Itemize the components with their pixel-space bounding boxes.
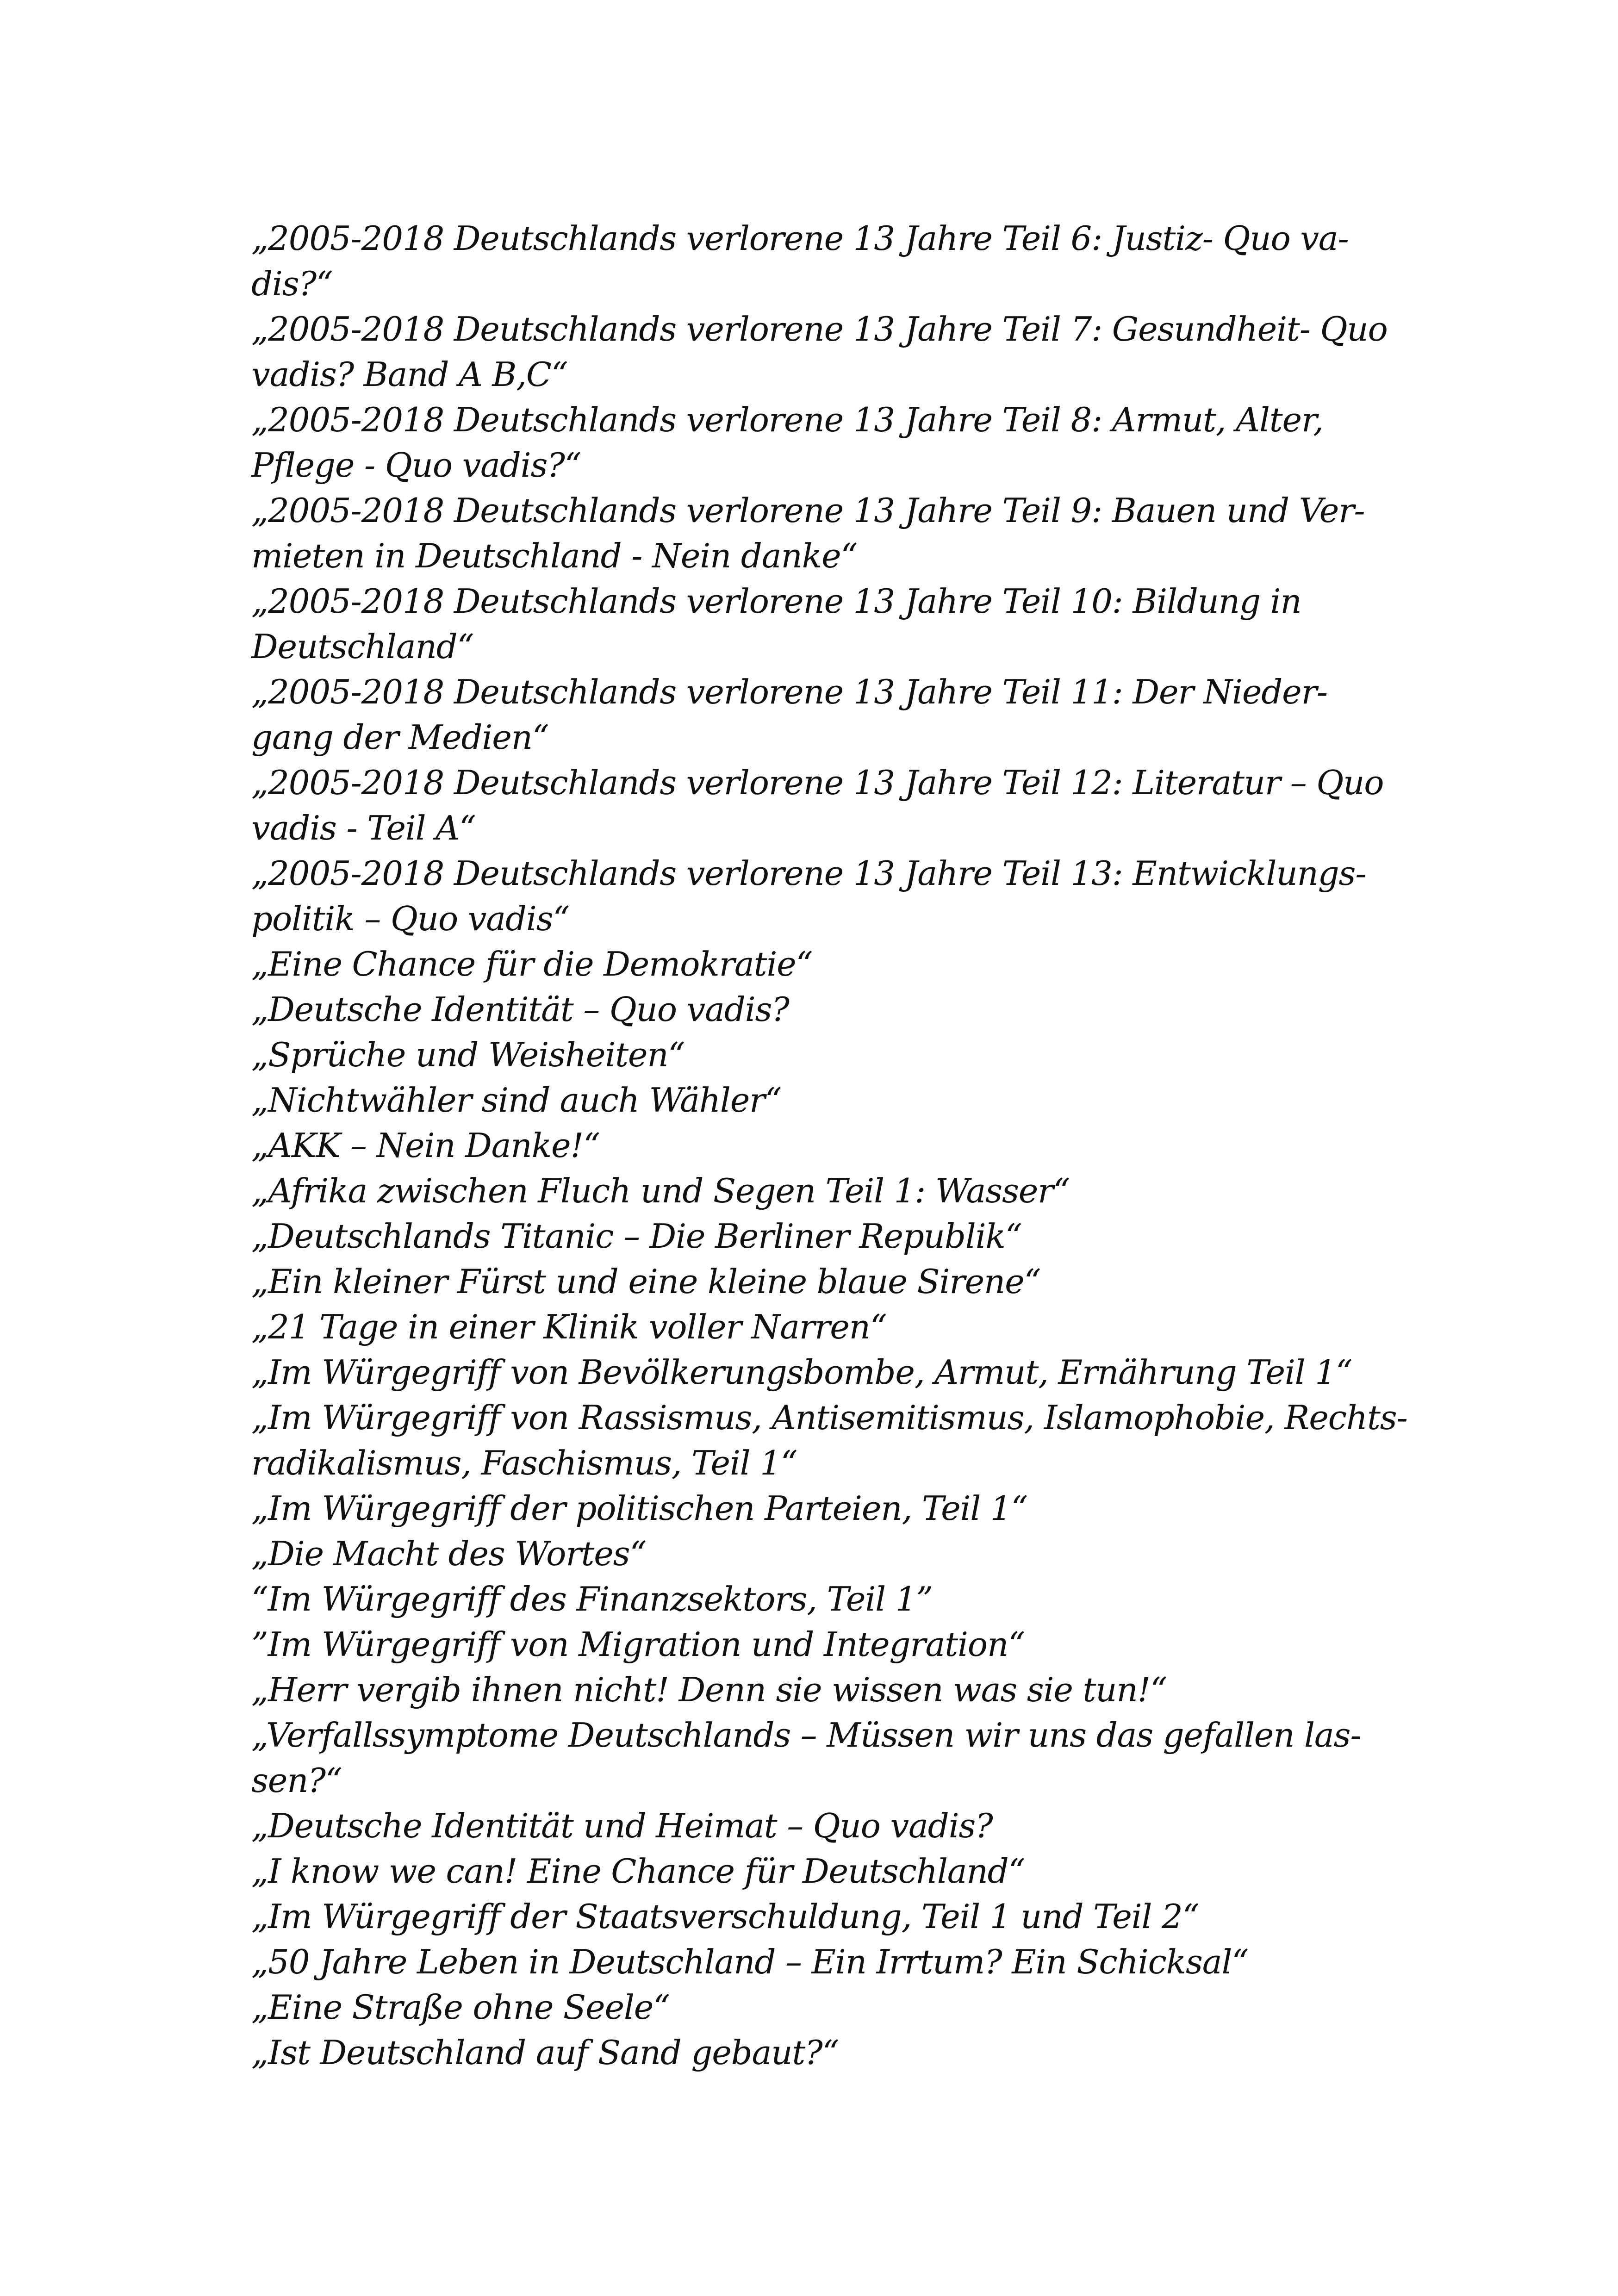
text-line: „2005-2018 Deutschlands verlorene 13 Jahre Teil 11: Der Nieder-	[251, 672, 1327, 711]
text-line: gang der Medien“	[251, 718, 549, 757]
text-line: „2005-2018 Deutschlands verlorene 13 Jahre Teil 13: Entwicklungs-	[251, 854, 1366, 893]
text-line: „Eine Straße ohne Seele“	[251, 1988, 670, 2027]
text-line: „2005-2018 Deutschlands verlorene 13 Jahre Teil 6: Justiz- Quo va-	[251, 219, 1349, 258]
text-line: „I know we can! Eine Chance für Deutschland“	[251, 1852, 1025, 1891]
text-line: „Im Würgegriff von Rassismus, Antisemitismus, Islamophobie, Rechts-	[251, 1398, 1407, 1437]
text-line: „Die Macht des Wortes“	[251, 1534, 647, 1573]
text-line: „2005-2018 Deutschlands verlorene 13 Jahre Teil 7: Gesundheit- Quo	[251, 310, 1388, 348]
text-line: „Ist Deutschland auf Sand gebaut?“	[251, 2033, 839, 2072]
text-line: „AKK – Nein Danke!“	[251, 1126, 600, 1165]
text-line: „Afrika zwischen Fluch und Segen Teil 1: Wasser“	[251, 1171, 1070, 1210]
text-line: „Im Würgegriff der politischen Parteien, Teil 1“	[251, 1489, 1028, 1528]
text-line: sen?“	[251, 1761, 342, 1800]
text-line: radikalismus, Faschismus, Teil 1“	[251, 1444, 797, 1482]
text-line: „2005-2018 Deutschlands verlorene 13 Jahre Teil 12: Literatur – Quo	[251, 763, 1384, 802]
text-line: Pflege - Quo vadis?“	[251, 446, 581, 485]
text-line: „Eine Chance für die Demokratie“	[251, 945, 813, 983]
text-line: vadis? Band A B,C“	[251, 355, 568, 394]
text-line: „Sprüche und Weisheiten“	[251, 1035, 685, 1074]
text-line: mieten in Deutschland - Nein danke“	[251, 536, 858, 575]
text-line: „21 Tage in einer Klinik voller Narren“	[251, 1307, 887, 1346]
text-line: „Herr vergib ihnen nicht! Denn sie wissen was sie tun!“	[251, 1670, 1167, 1709]
text-line: „Deutsche Identität – Quo vadis?	[251, 990, 789, 1029]
text-line: „2005-2018 Deutschlands verlorene 13 Jahre Teil 9: Bauen und Ver-	[251, 491, 1365, 530]
text-line: „Deutschlands Titanic – Die Berliner Republik“	[251, 1217, 1022, 1256]
text-line: „Verfallssymptome Deutschlands – Müssen wir uns das gefallen las-	[251, 1716, 1361, 1755]
text-line: „Ein kleiner Fürst und eine kleine blaue Sirene“	[251, 1262, 1041, 1301]
text-line: ”Im Würgegriff von Migration und Integration“	[251, 1625, 1025, 1664]
text-line: „Im Würgegriff von Bevölkerungsbombe, Armut, Ernährung Teil 1“	[251, 1353, 1352, 1392]
text-line: „Nichtwähler sind auch Wähler“	[251, 1081, 781, 1120]
text-line: „2005-2018 Deutschlands verlorene 13 Jahre Teil 10: Bildung in	[251, 582, 1301, 621]
text-line: vadis - Teil A“	[251, 809, 476, 847]
text-line: dis?“	[251, 264, 333, 303]
text-line: “Im Würgegriff des Finanzsektors, Teil 1”	[251, 1580, 933, 1618]
text-line: „Deutsche Identität und Heimat – Quo vadis?	[251, 1806, 993, 1845]
text-line: „Im Würgegriff der Staatsverschuldung, Teil 1 und Teil 2“	[251, 1897, 1199, 1936]
text-line: politik – Quo vadis“	[251, 899, 569, 938]
text-line: „50 Jahre Leben in Deutschland – Ein Irrtum? Ein Schicksal“	[251, 1942, 1248, 1981]
text-line: Deutschland“	[251, 627, 474, 666]
text-line: „2005-2018 Deutschlands verlorene 13 Jahre Teil 8: Armut, Alter,	[251, 400, 1323, 439]
title-list	[251, 216, 1407, 2075]
